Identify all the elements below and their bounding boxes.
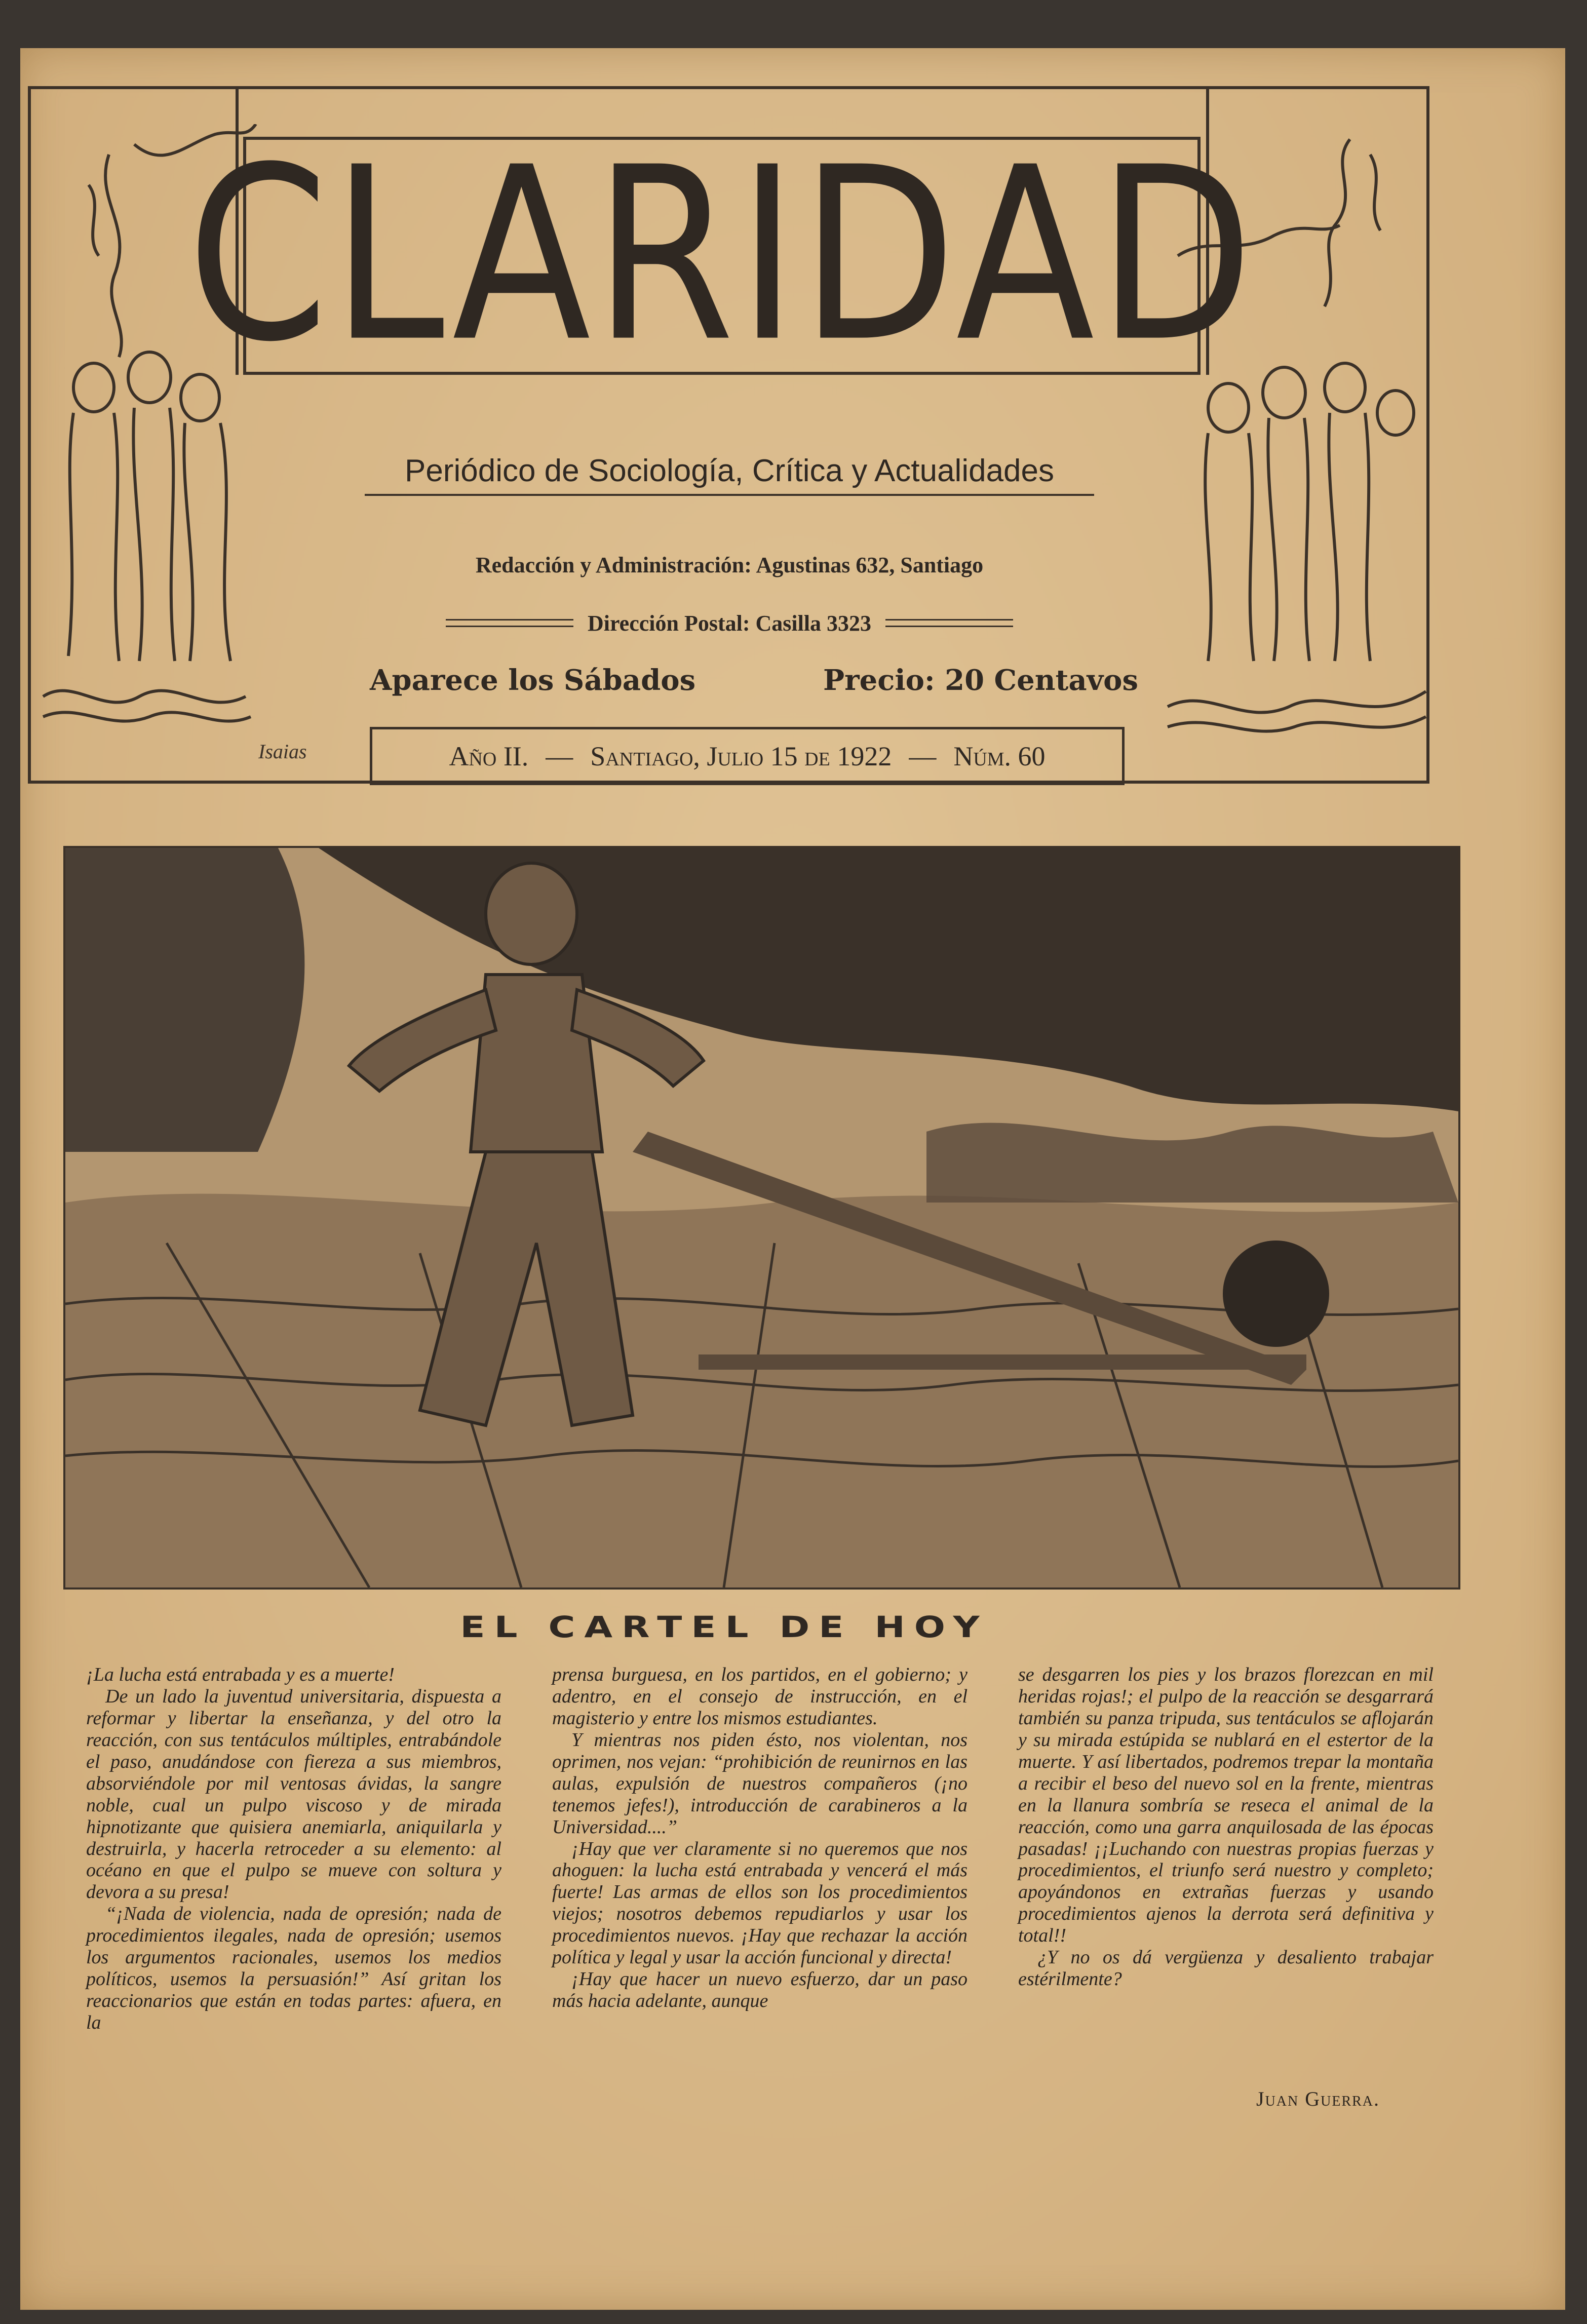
postal-rule-right bbox=[885, 619, 1013, 627]
article-column-1 bbox=[86, 1664, 501, 2246]
article-column-3 bbox=[1018, 1664, 1434, 2246]
masthead-title-box bbox=[187, 117, 1257, 395]
postal-line bbox=[446, 608, 1013, 638]
issue-separator-1: — bbox=[546, 741, 573, 771]
issue-separator-2: — bbox=[909, 741, 937, 771]
artist-signature: Isaias bbox=[258, 740, 307, 763]
postal-rule-left bbox=[446, 619, 573, 627]
newspaper-page bbox=[20, 48, 1565, 2310]
masthead-title: CLARIDAD bbox=[187, 117, 1257, 395]
issue-info-box bbox=[370, 727, 1125, 785]
article-author: Juan Guerra. bbox=[1256, 2087, 1380, 2110]
redaccion-address: Redacción y Administración: Agustinas 632, Santiago bbox=[475, 553, 984, 577]
paragraph: Y mientras nos piden ésto, nos violentan, nos oprimen, nos vejan: “prohibición de reunirnos en las aulas, expulsión de nuestros compañeros (¡no tenemos jefes!), introducción de carabineros a la Universidad....” bbox=[552, 1729, 967, 1838]
article-title: EL CARTEL DE HOY bbox=[460, 1610, 989, 1644]
paragraph: De un lado la juventud universitaria, dispuesta a reformar y libertar la enseñanza, y del otro la reacción, con sus tentáculos múltiples, entrabándole el paso, anudándose con fiereza a sus miembros, absorviéndole por mil ventosas ávidas, la sangre noble, cual un pulpo viscoso y de mirada hipnotizante que quisiera anemiarla, aniquilarla y destruirla, y hacerla retroceder a su elemento: al océano en que el pulpo se mueve con soltura y devora a su presa! bbox=[86, 1685, 501, 1903]
paragraph: ¡La lucha está entrabada y es a muerte! bbox=[86, 1664, 395, 1685]
cartoon-illustration bbox=[63, 846, 1460, 1590]
paragraph: prensa burguesa, en los partidos, en el gobierno; y adentro, en el consejo de instrucción, en el magisterio y entre los mismos estudiantes. bbox=[552, 1664, 967, 1729]
article-column-2 bbox=[552, 1664, 967, 2246]
paragraph: ¡Hay que ver claramente si no queremos que nos ahoguen: la lucha está entrabada y vencerá el más fuerte! Las armas de ellos son los procedimientos viejos; nosotros debemos repudiarlos y usar los procedimientos nuevos. ¡Hay que rechazar la acción política y legal y usar la acción funcional y directa! bbox=[552, 1838, 967, 1968]
postal-address: Dirección Postal: Casilla 3323 bbox=[587, 610, 872, 636]
paragraph: ¿Y no os dá vergüenza y desaliento trabajar estérilmente? bbox=[1018, 1947, 1434, 1990]
paragraph: ¡Hay que hacer un nuevo esfuerzo, dar un paso más hacia adelante, aunque bbox=[552, 1968, 967, 2012]
paragraph: se desgarren los pies y los brazos florezcan en mil heridas rojas!; el pulpo de la reacción se desgarrará también su panza tripuda, sus tentáculos se aflojarán y su mirada estúpida se nublará en el estertor de la muerte. Y así libertados, podremos trepar la montaña a recibir el beso del nuevo sol en la frente, mientras en la llanura sombría se reseca el animal de la reacción, como una garra anquilosada de las épocas pasadas! ¡¡Luchando con nuestras propias fuerzas y procedimientos, el triunfo será nuestro y completo; apoyándonos en extrañas fuerzas y usando procedimientos ajenos la derrota será definitiva y total!! bbox=[1018, 1664, 1434, 1947]
publication-day: Aparece los Sábados bbox=[370, 664, 696, 697]
cartoon-drawing bbox=[65, 848, 1458, 1587]
paragraph: “¡Nada de violencia, nada de opresión; nada de procedimientos ilegales, nada de opresión; usemos los argumentos racionales, usemos los medios políticos, usemos la persuasión!” Así gritan los reaccionarios que están en todas partes: afuera, en la bbox=[86, 1903, 501, 2033]
price: Precio: 20 Centavos bbox=[823, 664, 1139, 697]
article-body bbox=[86, 1664, 1434, 2246]
issue-place-date: Santiago, Julio 15 de 1922 bbox=[590, 741, 892, 771]
masthead-subtitle: Periódico de Sociología, Crítica y Actualidades bbox=[365, 448, 1094, 496]
issue-year: Año II. bbox=[449, 741, 529, 771]
issue-number: Núm. 60 bbox=[953, 741, 1046, 771]
